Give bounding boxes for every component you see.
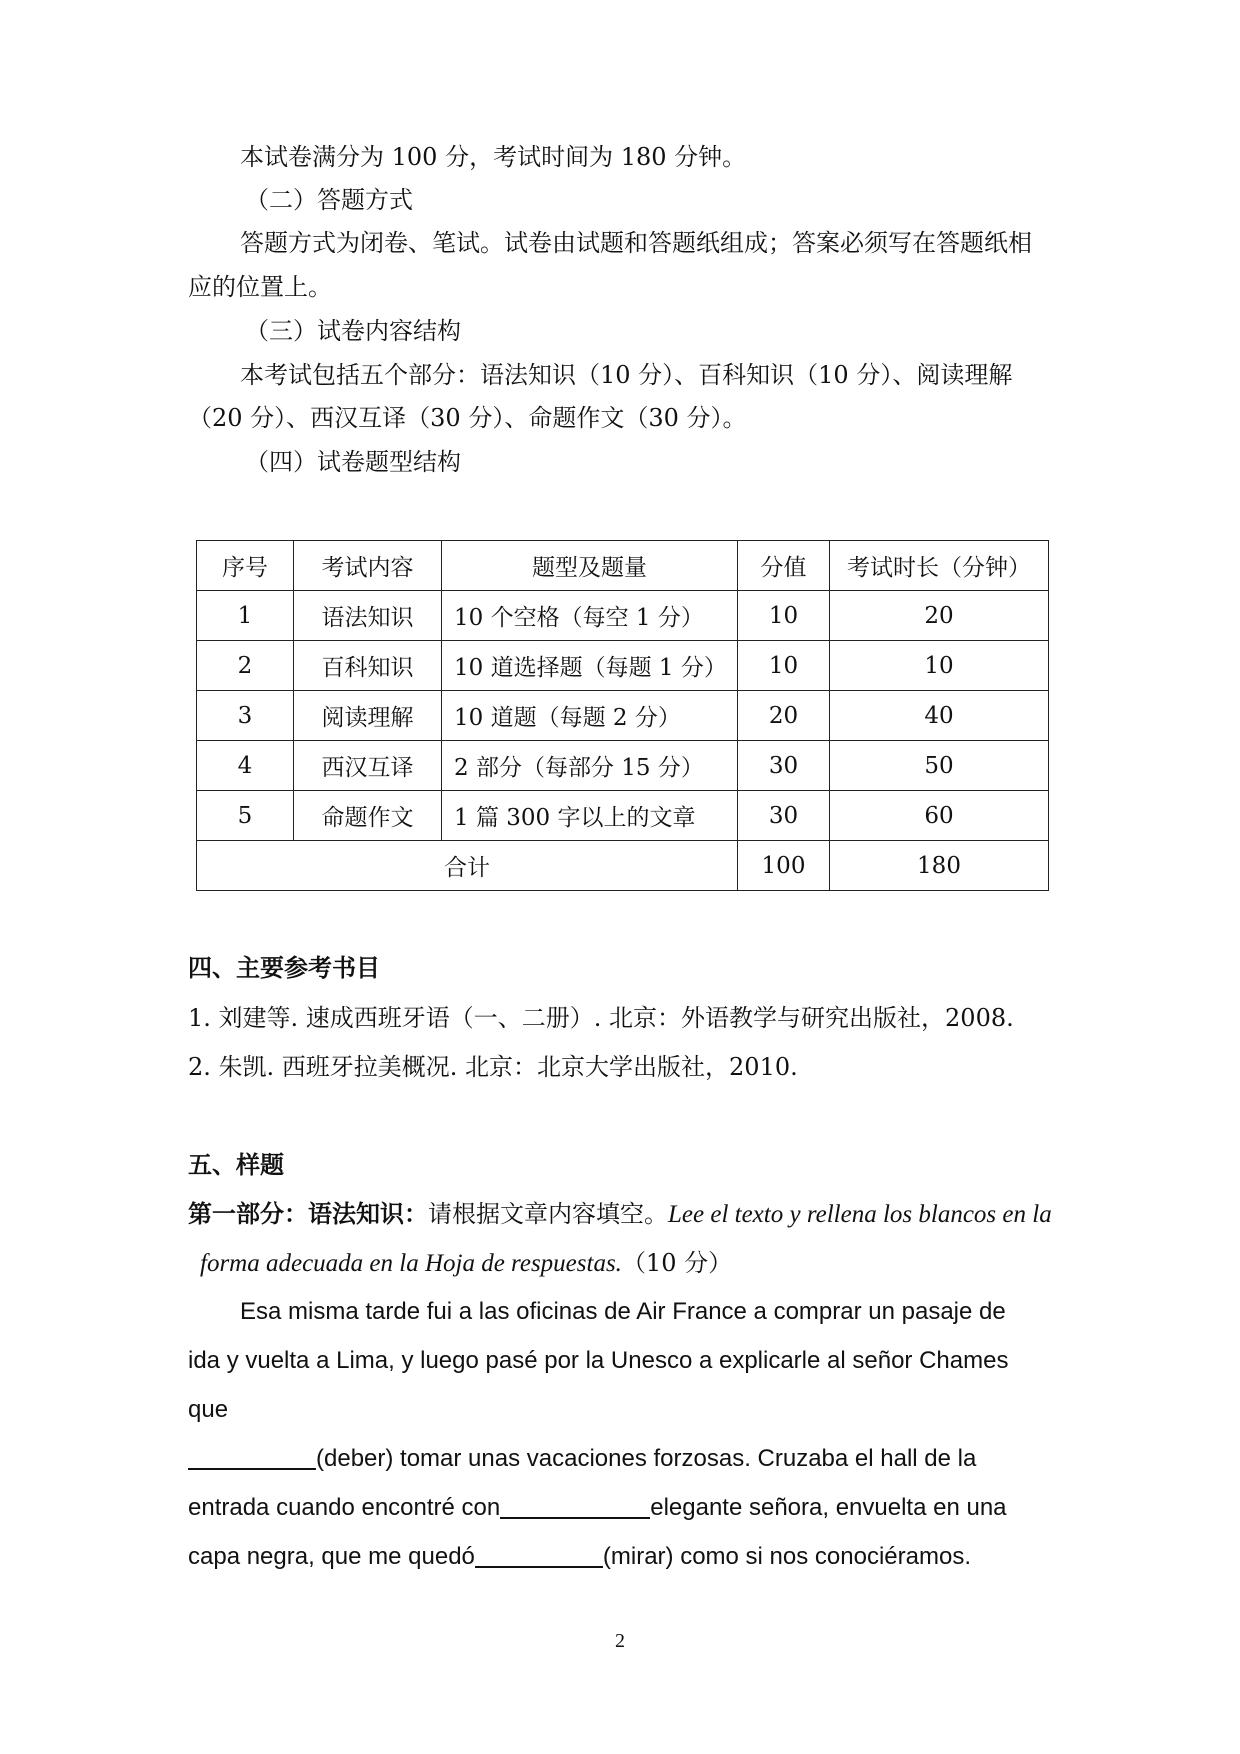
passage-line-2: ida y vuelta a Lima, y luego pasé por la Unesco a explicarle al señor Chames xyxy=(188,1347,1009,1374)
part1-label: 第一部分：语法知识： xyxy=(188,1200,428,1228)
references-heading: 四、主要参考书目 xyxy=(188,954,380,982)
header-duration: 考试时长（分钟） xyxy=(830,541,1049,591)
passage-line-1: Esa misma tarde fui a las oficinas de Air France a comprar un pasaje de xyxy=(240,1298,1006,1325)
total-label: 合计 xyxy=(197,841,738,891)
cell-duration: 20 xyxy=(830,591,1049,641)
cell-content: 命题作文 xyxy=(294,791,442,841)
answer-mode-heading: （二）答题方式 xyxy=(245,186,413,214)
blank-2[interactable] xyxy=(500,1493,650,1519)
passage-line-5-a: entrada cuando encontré con xyxy=(188,1494,501,1521)
part1-spanish-instruction-a: Lee el texto y rellena los blancos en la xyxy=(668,1201,1052,1228)
passage-line-6-a: capa negra, que me quedó xyxy=(188,1543,475,1570)
cell-content: 西汉互译 xyxy=(294,741,442,791)
part1-instruction-line xyxy=(188,1199,1058,1230)
score-line: 本试卷满分为 100 分，考试时间为 180 分钟。 xyxy=(240,143,747,171)
passage-line-5 xyxy=(188,1493,1058,1523)
cell-type: 10 道题（每题 2 分） xyxy=(442,691,738,741)
cell-index: 2 xyxy=(197,641,294,691)
passage-line-6-b: (mirar) como si nos conociéramos. xyxy=(602,1543,971,1570)
blank-3[interactable] xyxy=(475,1542,603,1568)
header-type: 题型及题量 xyxy=(442,541,738,591)
cell-content: 语法知识 xyxy=(294,591,442,641)
passage-line-4-text: (deber) tomar unas vacaciones forzosas. Cruzaba el hall de la xyxy=(316,1445,977,1472)
header-index: 序号 xyxy=(197,541,294,591)
cell-index: 3 xyxy=(197,691,294,741)
reference-item-1: 1. 刘建等. 速成西班牙语（一、二册）. 北京：外语教学与研究出版社，2008. xyxy=(188,1004,1014,1032)
structure-line-1: 本考试包括五个部分：语法知识（10 分）、百科知识（10 分）、阅读理解 xyxy=(240,361,1013,389)
structure-heading: （三）试卷内容结构 xyxy=(245,317,461,345)
type-structure-heading: （四）试卷题型结构 xyxy=(245,448,461,476)
total-duration: 180 xyxy=(830,841,1049,891)
table-row xyxy=(197,791,1049,841)
cell-index: 1 xyxy=(197,591,294,641)
table-row xyxy=(197,691,1049,741)
table-header-row xyxy=(197,541,1049,591)
blank-1[interactable] xyxy=(188,1444,316,1470)
cell-score: 10 xyxy=(738,641,830,691)
cell-type: 1 篇 300 字以上的文章 xyxy=(442,791,738,841)
header-content: 考试内容 xyxy=(294,541,442,591)
passage-line-3: que xyxy=(188,1396,229,1423)
table-row xyxy=(197,591,1049,641)
answer-mode-line-2: 应的位置上。 xyxy=(188,273,332,301)
answer-mode-line-1: 答题方式为闭卷、笔试。试卷由试题和答题纸组成；答案必须写在答题纸相 xyxy=(240,229,1032,257)
table-total-row xyxy=(197,841,1049,891)
part1-spanish-instruction-b: forma adecuada en la Hoja de respuestas. xyxy=(200,1250,622,1277)
cell-content: 百科知识 xyxy=(294,641,442,691)
reference-item-2: 2. 朱凯. 西班牙拉美概况. 北京：北京大学出版社，2010. xyxy=(188,1053,798,1081)
header-score: 分值 xyxy=(738,541,830,591)
cell-type: 2 部分（每部分 15 分） xyxy=(442,741,738,791)
cell-type: 10 个空格（每空 1 分） xyxy=(442,591,738,641)
cell-score: 10 xyxy=(738,591,830,641)
cell-index: 5 xyxy=(197,791,294,841)
page-number: 2 xyxy=(615,1630,625,1652)
table-row xyxy=(197,641,1049,691)
passage-line-4 xyxy=(188,1444,1058,1474)
cell-duration: 60 xyxy=(830,791,1049,841)
cell-type: 10 道选择题（每题 1 分） xyxy=(442,641,738,691)
cell-duration: 50 xyxy=(830,741,1049,791)
part1-instruction: 请根据文章内容填空。 xyxy=(428,1200,668,1228)
exam-structure-table xyxy=(196,540,1049,891)
samples-heading: 五、样题 xyxy=(188,1151,284,1179)
part1-points: （10 分） xyxy=(621,1249,733,1277)
passage-line-5-b: elegante señora, envuelta en una xyxy=(650,1494,1007,1521)
cell-score: 20 xyxy=(738,691,830,741)
cell-duration: 40 xyxy=(830,691,1049,741)
table-row xyxy=(197,741,1049,791)
cell-index: 4 xyxy=(197,741,294,791)
total-score: 100 xyxy=(738,841,830,891)
cell-score: 30 xyxy=(738,791,830,841)
passage-line-6 xyxy=(188,1542,1058,1572)
cell-content: 阅读理解 xyxy=(294,691,442,741)
cell-score: 30 xyxy=(738,741,830,791)
cell-duration: 10 xyxy=(830,641,1049,691)
structure-line-2: （20 分）、西汉互译（30 分）、命题作文（30 分）。 xyxy=(188,404,747,432)
part1-instruction-line-2 xyxy=(200,1248,1070,1279)
